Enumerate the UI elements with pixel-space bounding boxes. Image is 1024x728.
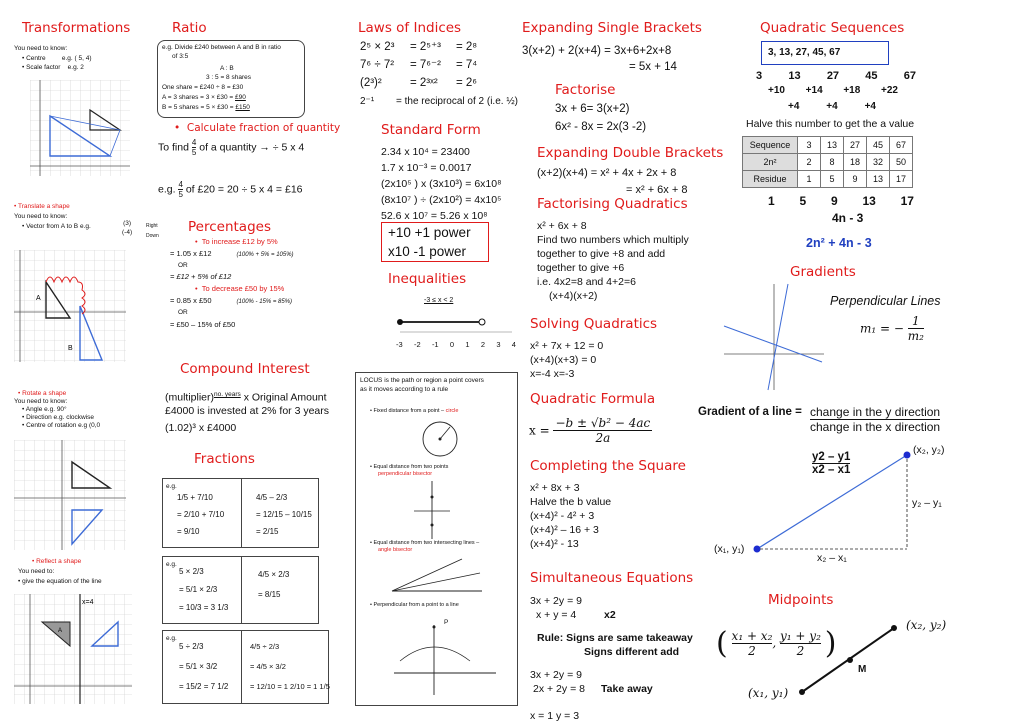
fraction-box-sub: 4/5 – 2/3 = 12/15 – 10/15 = 2/15: [241, 478, 319, 548]
factorising-quad-title: Factorising Quadratics: [537, 196, 688, 212]
midpoint-m: M: [858, 664, 867, 675]
sim-e3: 3x + 2y = 9: [530, 669, 582, 681]
inequalities-title: Inequalities: [388, 271, 467, 287]
grad-formula: change in the y direction change in the x direction: [810, 405, 941, 434]
sim-take: Take away: [601, 683, 653, 695]
reflect-need: You need to:: [18, 568, 55, 575]
fraction-box-add: e.g. 1/5 + 7/10 = 2/10 + 7/10 = 9/10: [162, 478, 242, 548]
expanding-double-title: Expanding Double Brackets: [537, 145, 724, 161]
power-box: +10 +1 power x10 -1 power: [381, 222, 489, 262]
fraction-box-div2: 4/5 ÷ 2/3 = 4/5 × 3/2 = 12/10 = 1 2/10 = 1 1/5: [241, 630, 329, 704]
ratio-example: e.g. $\frac{4}{5}$ of £20 = 20 ÷ 5 x 4 = £16: [158, 180, 303, 199]
enlargement-grid: [30, 80, 130, 176]
factorising-quad-lines: x² + 6x + 8 Find two numbers which multiply together to give +8 and add together to give +6 i.e. 4x2=8 and 4+2=6 (x+4)(x+2): [537, 220, 689, 302]
pct-line-2: = £12 + 5% of £12: [170, 272, 232, 281]
expanding-single-l2: = 5x + 14: [629, 61, 677, 73]
svg-text:x=4: x=4: [82, 599, 94, 606]
midpoint-formula: ( $\frac{\text{x₁ + x₂}}{2}$ , $\frac{\text{y₁ + y₂}}{2}$ ): [716, 626, 837, 661]
grad-label: Gradient of a line =: [698, 406, 802, 418]
grad-dy: y₂ – y₁: [912, 497, 942, 509]
perp-formula: m₁ = − $\frac{1}{\text{m₂}}$: [860, 314, 924, 343]
seq-table: Sequence 3 13 27 45 67 2n² 2 8 18 32 50 Residue 1 5 9 13 17: [742, 136, 913, 188]
factorise-l2: 6x² - 8x = 2x(3 -2): [555, 121, 647, 133]
expanding-double-l2: = x² + 6x + 8: [626, 184, 688, 196]
increase-title: • To increase £12 by 5%: [195, 237, 278, 246]
gradient-triangle: [750, 445, 920, 565]
midpoint-p2: (x₂, y₂): [906, 618, 947, 632]
simultaneous-title: Simultaneous Equations: [530, 570, 694, 586]
grad-fraction: y2 – y1 x2 – x1: [812, 451, 851, 476]
calc-fraction-title: • Calculate fraction of quantity: [174, 122, 341, 134]
vector-item: • Vector from A to B e.g.: [22, 223, 91, 230]
translate-title: • Translate a shape: [14, 203, 70, 210]
midpoint-line: [796, 620, 906, 700]
centre-item: • Centre e.g. ( 5, 4): [22, 55, 92, 62]
quad-formula: x = $\frac{\text{−b ± √b² − 4ac}}{2a}$: [529, 416, 651, 445]
quad-formula-title: Quadratic Formula: [530, 391, 656, 407]
solving-quad-title: Solving Quadratics: [530, 316, 658, 332]
factorise-title: Factorise: [555, 82, 616, 98]
decrease-title: • To decrease £50 by 15%: [195, 284, 285, 293]
seq-halve: Halve this number to get the a value: [746, 118, 915, 130]
sim-rule1: Rule: Signs are same takeaway: [537, 632, 693, 644]
quad-seq-title: Quadratic Sequences: [760, 20, 905, 36]
svg-text:B: B: [68, 345, 73, 352]
transform-need: You need to know:: [14, 45, 68, 52]
sim-e2: x + y = 4: [536, 609, 577, 621]
seq-diff2: +4 +4 +4: [788, 101, 876, 112]
seq-terms: 3 13 27 45 67: [756, 70, 916, 82]
seq-residue: 1 5 9 13 17: [768, 194, 914, 208]
pct-line-3: = 0.85 x £50 (100% - 15% = 85%): [170, 296, 293, 305]
svg-text:A: A: [36, 295, 41, 302]
fraction-box-mult1: e.g. 5 × 2/3 = 5/1 × 2/3 = 10/3 = 3 1/3: [162, 556, 242, 624]
seq-linear: 4n - 3: [832, 211, 864, 225]
sim-x2: x2: [604, 609, 616, 621]
angle-item: • Angle e.g. 90°: [22, 406, 67, 413]
pct-or-1: OR: [178, 262, 188, 269]
seq-box: 3, 13, 27, 45, 67: [761, 41, 889, 65]
rotate-need: You need to know:: [14, 398, 68, 405]
grad-p1: (x₁, y₁): [714, 543, 745, 555]
inequality-expr: -3 ≤ x < 2: [424, 297, 454, 304]
ratio-box: e.g. Divide £240 between A and B in ratio of 3:5 A : B 3 : 5 = 8 shares One share = £240 ÷ 8 = £30 A = 3 shares = 3 × £30 = £90 B = 5 shares = 5 × £30 = £150: [157, 40, 305, 118]
transformations-title: Transformations: [22, 20, 131, 36]
pct-or-2: OR: [178, 309, 188, 316]
translate-need: You need to know:: [14, 213, 68, 220]
factorise-l1: 3x + 6= 3(x+2): [555, 103, 630, 115]
reflect-title: • Reflect a shape: [32, 558, 82, 565]
compound-calc: (1.02)³ x £4000: [165, 422, 237, 434]
reflect-eq: • give the equation of the line: [18, 578, 102, 585]
grad-dx: x₂ – x₁: [817, 552, 847, 564]
sim-e1: 3x + 2y = 9: [530, 595, 582, 607]
fractions-title: Fractions: [194, 451, 255, 467]
sim-e4: 2x + 2y = 8: [533, 683, 585, 695]
fraction-box-div1: e.g. 5 ÷ 2/3 = 5/1 × 3/2 = 15/2 = 7 1/2: [162, 630, 242, 704]
midpoints-title: Midpoints: [768, 592, 834, 608]
sim-rule2: Signs different add: [584, 646, 680, 658]
expanding-single-title: Expanding Single Brackets: [522, 20, 702, 36]
percentages-title: Percentages: [188, 219, 271, 235]
perpendicular-graph: [722, 282, 826, 392]
pct-line-4: = £50 – 15% of £50: [170, 320, 236, 329]
locus-box: LOCUS is the path or region a point covers as it moves according to a rule • Fixed distance from a point – circle • Equal distance from two points perpendicular bisector • Equal distance from two intersecting lines – angle bisector • Perpendicular from a point to a line P: [355, 372, 518, 706]
pct-line-1: = 1.05 x £12 (100% + 5% = 105%): [170, 249, 294, 258]
standard-form-title: Standard Form: [381, 122, 481, 138]
expanding-single-l1: 3(x+2) + 2(x+4) = 3x+6+2x+8: [522, 45, 672, 57]
reflection-grid: [14, 594, 132, 704]
seq-answer: 2n² + 4n - 3: [806, 236, 872, 250]
grad-p2: (x₂, y₂): [913, 444, 945, 456]
completing-square-title: Completing the Square: [530, 458, 686, 474]
rotation-grid: [14, 440, 126, 550]
ratio-title: Ratio: [172, 20, 207, 36]
indices-rows: 2⁵ × 2³ = 2⁵⁺³ = 2⁸ 7⁶ ÷ 7² = 7⁶⁻² = 7⁴ (2³)² = 2³ˣ² = 2⁶ 2⁻¹ = the reciprocal of 2 (i.e. ½): [360, 41, 519, 107]
standard-form-lines: 2.34 x 10⁴ = 23400 1.7 x 10⁻³ = 0.0017 (2x10⁵ ) x (3x10³) = 6x10⁸ (8x10⁷ ) ÷ (2x10²) = 4x10⁵ 52.6 x 10⁷ = 5.26 x 10⁸: [381, 146, 502, 222]
gradients-title: Gradients: [790, 264, 856, 280]
inequality-ticks: -3 -2 -1 0 1 2 3 4: [396, 340, 516, 349]
svg-text:A: A: [58, 628, 63, 634]
rotate-title: • Rotate a shape: [18, 390, 67, 397]
direction-item: • Direction e.g. clockwise: [22, 414, 95, 421]
compound-formula: (multiplier)$^{no. years}$ x Original Amount: [165, 391, 327, 404]
expanding-double-l1: (x+2)(x+4) = x² + 4x + 2x + 8: [537, 167, 677, 179]
compound-title: Compound Interest: [180, 361, 310, 377]
perp-title: Perpendicular Lines: [830, 294, 941, 308]
translation-grid: [14, 250, 126, 362]
midpoint-p1: (x₁, y₁): [748, 686, 789, 700]
scale-item: • Scale factor e.g. 2: [22, 64, 84, 71]
centre-rot-item: • Centre of rotation e.g (0,0: [22, 422, 101, 429]
to-find-line: To find $\frac{4}{5}$ of a quantity → ÷ 5 x 4: [158, 138, 305, 157]
vector-dirs: Right Down: [146, 223, 159, 239]
sim-solution: x = 1 y = 3: [530, 710, 580, 722]
completing-square-lines: x² + 8x + 3 Halve the b value (x+4)² - 4² + 3 (x+4)² – 16 + 3 (x+4)² - 13: [530, 482, 612, 550]
solving-quad-lines: x² + 7x + 12 = 0 (x+4)(x+3) = 0 x=-4 x=-3: [530, 340, 604, 380]
seq-diff1: +10 +14 +18 +22: [768, 85, 898, 96]
vector-column: (3) (-4): [122, 220, 133, 236]
fraction-box-mult2: 4/5 × 2/3 = 8/15: [241, 556, 319, 624]
compound-example: £4000 is invested at 2% for 3 years: [165, 405, 330, 417]
indices-title: Laws of Indices: [358, 20, 462, 36]
